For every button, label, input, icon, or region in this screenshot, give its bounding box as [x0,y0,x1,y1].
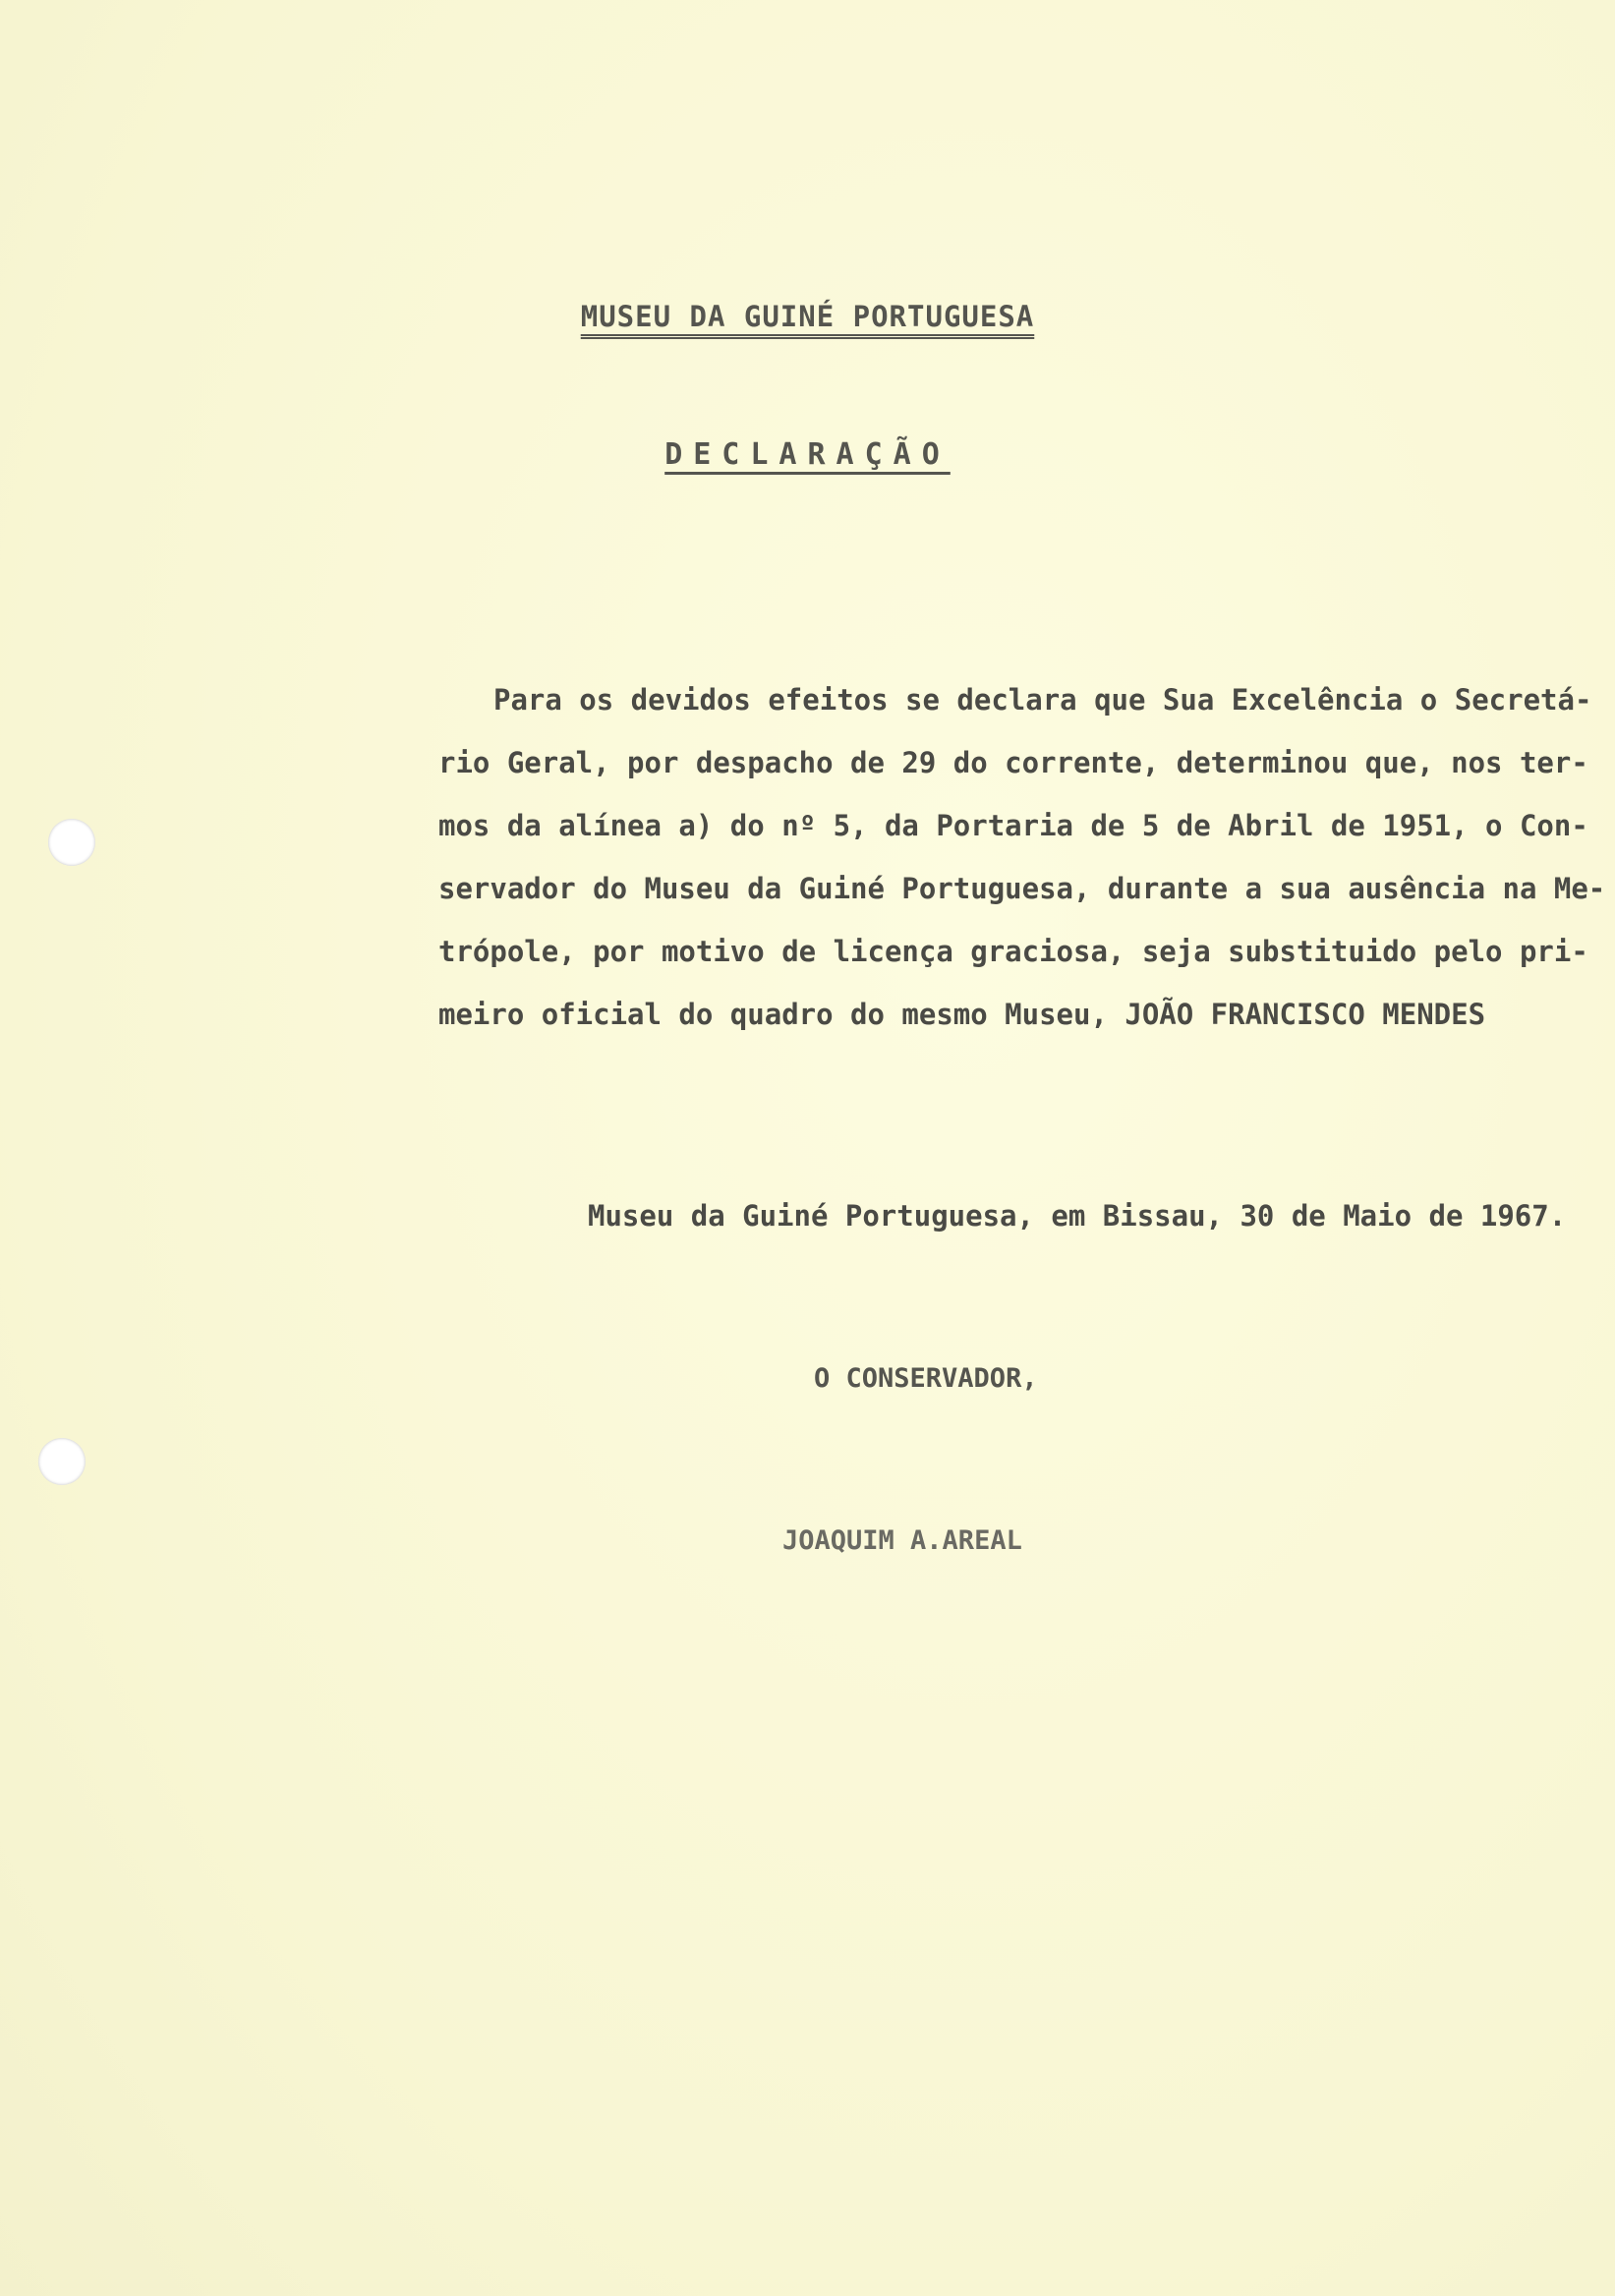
body-line: rio Geral, por despacho de 29 do corrente, determinou que, nos ter- [438,746,1588,779]
body-line: meiro oficial do quadro do mesmo Museu, JOÃO FRANCISCO MENDES [438,998,1486,1031]
document-title: DECLARAÇÃO [664,437,951,472]
signatory-name: JOAQUIM A.AREAL [782,1525,1022,1556]
declaration-body [438,668,1606,1046]
place-date-line: Museu da Guiné Portuguesa, em Bissau, 30 de Maio de 1967. [588,1199,1567,1233]
punch-hole [38,1438,86,1485]
body-line: servador do Museu da Guiné Portuguesa, durante a sua ausência na Me- [438,872,1606,905]
body-line: mos da alínea a) do nº 5, da Portaria de 5 de Abril de 1951, o Con- [438,809,1588,842]
body-line: Para os devidos efeitos se declara que Sua Excelência o Secretá- [493,683,1592,717]
institution-heading: MUSEU DA GUINÉ PORTUGUESA [580,300,1035,333]
signatory-title: O CONSERVADOR, [814,1363,1038,1394]
body-line: trópole, por motivo de licença graciosa, seja substituido pelo pri- [438,935,1588,968]
punch-hole [48,819,95,866]
